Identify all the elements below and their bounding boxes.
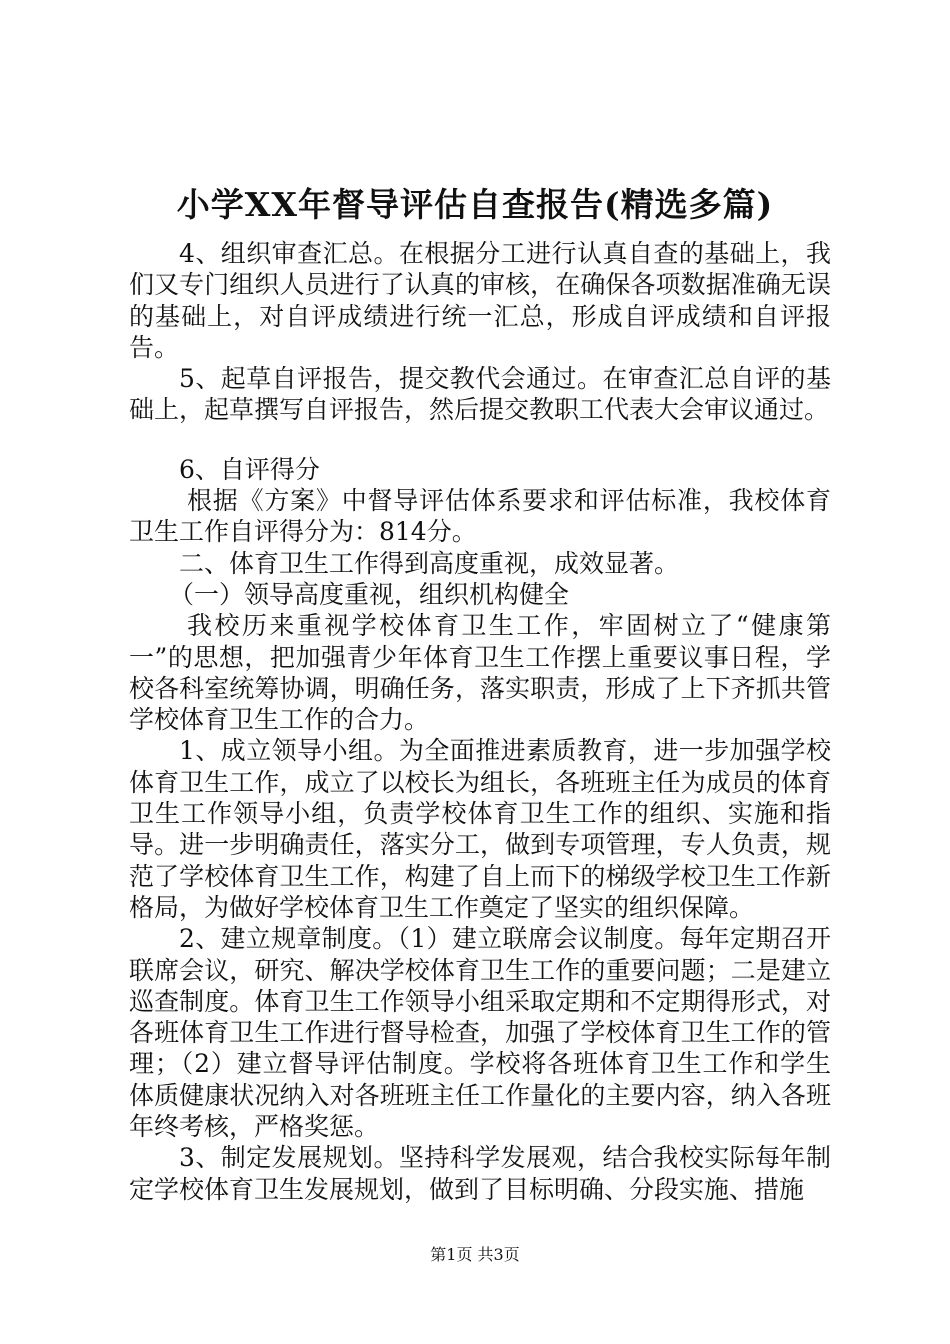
document-body <box>129 238 831 1205</box>
paragraph-draft-report: 5、起草自评报告，提交教代会通过。在审查汇总自评的基础上，起草撰写自评报告，然后提交教职工代表大会审议通过。 <box>129 364 831 425</box>
paragraph-development-plan: 3、制定发展规划。坚持科学发展观，结合我校实际每年制定学校体育卫生发展规划，做到了目标明确、分段实施、措施 <box>129 1143 831 1204</box>
paragraph-gap <box>129 426 831 454</box>
paragraph-leadership: 我校历来重视学校体育卫生工作，牢固树立了“健康第一”的思想，把加强青少年体育卫生工作摆上重要议事日程，学校各科室统筹协调，明确任务，落实职责，形成了上下齐抓共管学校体育卫生工作的合力。 <box>129 611 831 735</box>
paragraph-self-score: 根据《方案》中督导评估体系要求和评估标准，我校体育卫生工作自评得分为：814分。 <box>129 486 831 547</box>
paragraph-review-summary: 4、组织审查汇总。在根据分工进行认真自查的基础上，我们又专门组织人员进行了认真的审核，在确保各项数据准确无误的基础上，对自评成绩进行统一汇总，形成自评成绩和自评报告。 <box>129 239 831 362</box>
paragraph-regulations: 2、建立规章制度。（1）建立联席会议制度。每年定期召开联席会议，研究、解决学校体育卫生工作的重要问题；二是建立巡查制度。体育卫生工作领导小组采取定期和不定期得形式，对各班体育卫生工作进行督导检查，加强了学校体育卫生工作的管理；（2）建立督导评估制度。学校将各班体育卫生工作和学生体质健康状况纳入对各班班主任工作量化的主要内容，纳入各班年终考核，严格奖惩。 <box>129 924 831 1142</box>
document-title: 小学XX年督导评估自查报告(精选多篇) <box>176 185 774 224</box>
section-heading-2: 二、体育卫生工作得到高度重视，成效显著。 <box>179 548 680 578</box>
paragraph-self-score-heading: 6、自评得分 <box>179 454 320 484</box>
page-indicator: 第1页 共3页 <box>430 1245 520 1264</box>
subsection-heading-1: （一）领导高度重视，组织机构健全 <box>169 579 570 609</box>
paragraph-leading-group: 1、成立领导小组。为全面推进素质教育，进一步加强学校体育卫生工作，成立了以校长为组长，各班班主任为成员的体育卫生工作领导小组，负责学校体育卫生工作的组织、实施和指导。进一步明确责任，落实分工，做到专项管理，专人负责，规范了学校体育卫生工作，构建了自上而下的梯级学校卫生工作新格局，为做好学校体育卫生工作奠定了坚实的组织保障。 <box>129 736 831 922</box>
